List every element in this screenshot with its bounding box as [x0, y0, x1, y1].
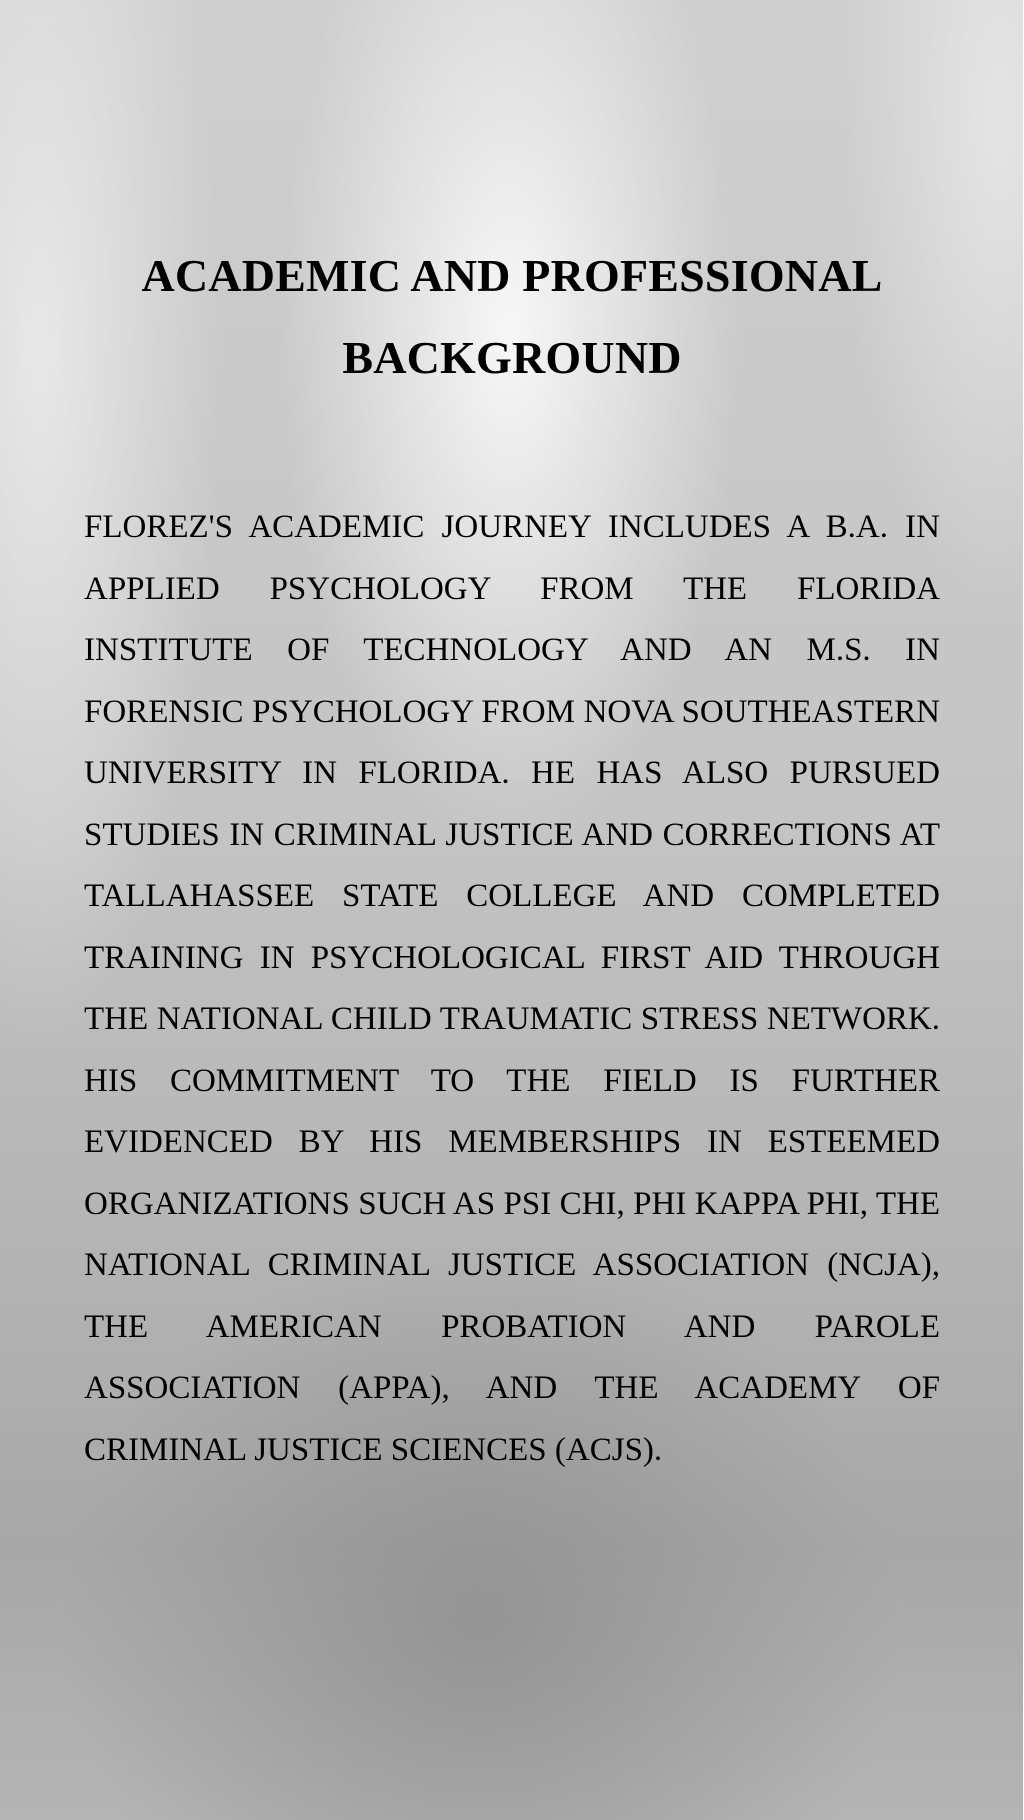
section-title: ACADEMIC AND PROFESSIONAL BACKGROUND [141, 250, 883, 383]
section-body-text: FLOREZ'S ACADEMIC JOURNEY INCLUDES A B.A. IN APPLIED PSYCHOLOGY FROM THE FLORIDA INSTITUTE OF TECHNOLOGY AND AN M.S. IN FORENSIC PSYCHOLOGY FROM NOVA SOUTHEASTERN UNIVERSITY IN FLORIDA. HE HAS ALSO PURSUED STUDIES IN CRIMINAL JUSTICE AND CORRECTIONS AT TALLAHASSEE STATE COLLEGE AND COMPLETED TRAINING IN PSYCHOLOGICAL FIRST AID THROUGH THE NATIONAL CHILD TRAUMATIC STRESS NETWORK. HIS COMMITMENT TO THE FIELD IS FURTHER EVIDENCED BY HIS MEMBERSHIPS IN ESTEEMED ORGANIZATIONS SUCH AS PSI CHI, PHI KAPPA PHI, THE NATIONAL CRIMINAL JUSTICE ASSOCIATION (NCJA), THE AMERICAN PROBATION AND PAROLE ASSOCIATION (APPA), AND THE ACADEMY OF CRIMINAL JUSTICE SCIENCES (ACJS). [84, 509, 940, 1468]
